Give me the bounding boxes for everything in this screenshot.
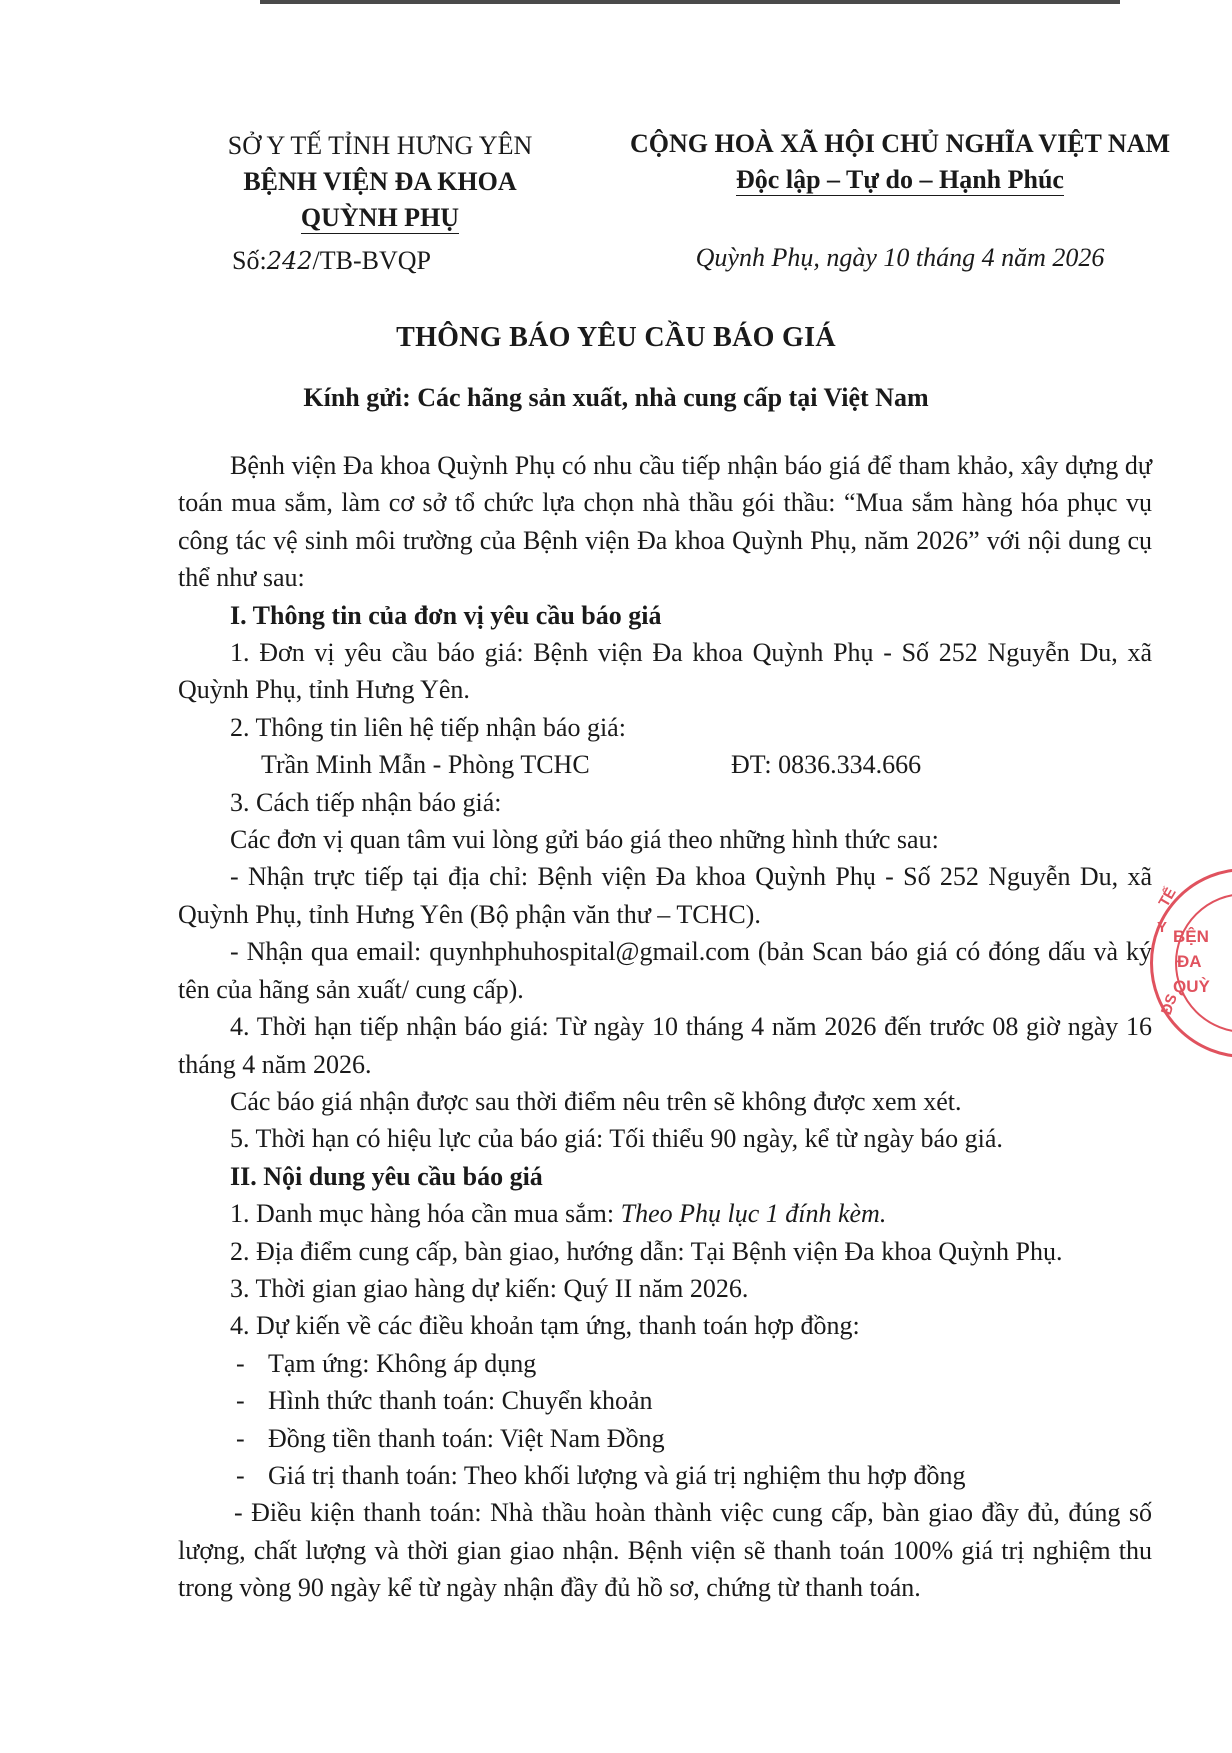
document-number <box>232 246 431 276</box>
official-stamp <box>1150 868 1232 1058</box>
section1-item3-direct: - Nhận trực tiếp tại địa chỉ: Bệnh viện Đa khoa Quỳnh Phụ - Số 252 Nguyễn Du, xã Quỳnh Phụ, tỉnh Hưng Yên (Bộ phận văn thư – TCHC). <box>178 862 1152 929</box>
bullet-marker: - <box>236 1460 245 1490</box>
document-number-prefix: Số: <box>232 246 267 275</box>
bullet-value: Giá trị thanh toán: Theo khối lượng và giá trị nghiệm thu hợp đồng <box>268 1460 966 1490</box>
bullet-marker: - <box>236 1386 245 1416</box>
contact-phone: ĐT: 0836.334.666 <box>731 750 922 780</box>
document-title: THÔNG BÁO YÊU CẦU BÁO GIÁ <box>396 322 836 353</box>
bullet-method: Hình thức thanh toán: Chuyển khoản <box>268 1386 653 1416</box>
national-header <box>590 126 1210 198</box>
document-number-suffix: /TB-BVQP <box>312 246 431 275</box>
country-name: CỘNG HOÀ XÃ HỘI CHỦ NGHĨA VIỆT NAM <box>629 129 1171 158</box>
hospital-name-line1: BỆNH VIỆN ĐA KHOA <box>243 167 517 196</box>
payment-bullet <box>178 1420 1152 1457</box>
section2-item1 <box>178 1195 1152 1232</box>
document-body <box>178 447 1152 1607</box>
document-number-value: 242 <box>266 247 313 275</box>
stamp-text-3: QUỲ <box>1173 977 1210 996</box>
bullet-currency: Đồng tiền thanh toán: Việt Nam Đồng <box>268 1423 665 1453</box>
section2-item2: 2. Địa điểm cung cấp, bàn giao, hướng dẫn: Tại Bệnh viện Đa khoa Quỳnh Phụ. <box>230 1236 1063 1266</box>
bullet-marker: - <box>236 1348 245 1378</box>
contact-row <box>178 746 1152 783</box>
stamp-text-1: BỆN <box>1173 927 1209 946</box>
section1-heading: I. Thông tin của đơn vị yêu cầu báo giá <box>230 600 662 630</box>
contact-name: Trần Minh Mẫn - Phòng TCHC <box>261 750 590 780</box>
bullet-marker: - <box>236 1423 245 1453</box>
section1-item1: 1. Đơn vị yêu cầu báo giá: Bệnh viện Đa khoa Quỳnh Phụ - Số 252 Nguyễn Du, xã Quỳnh Phụ, tỉnh Hưng Yên. <box>178 638 1152 705</box>
section1-item3-desc: Các đơn vị quan tâm vui lòng gửi báo giá theo những hình thức sau: <box>230 825 939 855</box>
issuer-block <box>200 128 560 236</box>
issue-date: Quỳnh Phụ, ngày 10 tháng 4 năm 2026 <box>695 243 1105 272</box>
section2-item1-text: 1. Danh mục hàng hóa cần mua sắm: <box>230 1199 621 1229</box>
payment-conditions: - Điều kiện thanh toán: Nhà thầu hoàn thành việc cung cấp, bàn giao đầy đủ, đúng số lượng, chất lượng và thời gian giao nhận. Bệnh viện sẽ thanh toán 100% giá trị nghiệm thu trong vòng 90 ngày kể từ ngày nhận đầy đủ hồ sơ, chứng từ thanh toán. <box>178 1498 1152 1603</box>
section1-item5: 5. Thời hạn có hiệu lực của báo giá: Tối thiểu 90 ngày, kể từ ngày báo giá. <box>230 1124 1003 1154</box>
stamp-arc-text-a: TẾ <box>1155 884 1180 911</box>
hospital-name-line2: QUỲNH PHỤ <box>300 203 460 232</box>
national-motto: Độc lập – Tự do – Hạnh Phúc <box>736 165 1064 194</box>
section1-item4-note: Các báo giá nhận được sau thời điểm nêu trên sẽ không được xem xét. <box>230 1086 962 1116</box>
scan-edge <box>260 0 1120 4</box>
greeting: Kính gửi: Các hãng sản xuất, nhà cung cấp tại Việt Nam <box>303 383 929 412</box>
stamp-arc-text-b: Y <box>1157 919 1168 936</box>
section1-item2: 2. Thông tin liên hệ tiếp nhận báo giá: <box>230 712 626 742</box>
section2-item4: 4. Dự kiến về các điều khoản tạm ứng, thanh toán hợp đồng: <box>230 1311 860 1341</box>
section1-item3: 3. Cách tiếp nhận báo giá: <box>230 787 502 817</box>
stamp-text-2: ĐA <box>1177 952 1202 971</box>
section2-heading: II. Nội dung yêu cầu báo giá <box>230 1161 543 1191</box>
bullet-advance: Tạm ứng: Không áp dụng <box>268 1348 537 1378</box>
payment-bullet <box>178 1345 1152 1382</box>
section2-item3: 3. Thời gian giao hàng dự kiến: Quý II năm 2026. <box>230 1273 749 1303</box>
department-name: SỞ Y TẾ TỈNH HƯNG YÊN <box>227 131 533 160</box>
section2-item1-appendix: Theo Phụ lục 1 đính kèm. <box>620 1199 887 1229</box>
intro-paragraph: Bệnh viện Đa khoa Quỳnh Phụ có nhu cầu tiếp nhận báo giá để tham khảo, xây dựng dự toán mua sắm, làm cơ sở tổ chức lựa chọn nhà thầu gói thầu: “Mua sắm hàng hóa phục vụ công tác vệ sinh môi trường của Bệnh viện Đa khoa Quỳnh Phụ, năm 2026” với nội dung cụ thể như sau: <box>178 451 1152 593</box>
section1-item3-email: - Nhận qua email: quynhphuhospital@gmail.com (bản Scan báo giá có đóng dấu và ký tên của hãng sản xuất/ cung cấp). <box>178 937 1152 1004</box>
payment-bullet <box>178 1457 1152 1494</box>
section1-item4: 4. Thời hạn tiếp nhận báo giá: Từ ngày 10 tháng 4 năm 2026 đến trước 08 giờ ngày 16 tháng 4 năm 2026. <box>178 1012 1152 1079</box>
payment-bullet <box>178 1382 1152 1419</box>
stamp-arc-text-c: ĐS <box>1157 991 1181 1018</box>
